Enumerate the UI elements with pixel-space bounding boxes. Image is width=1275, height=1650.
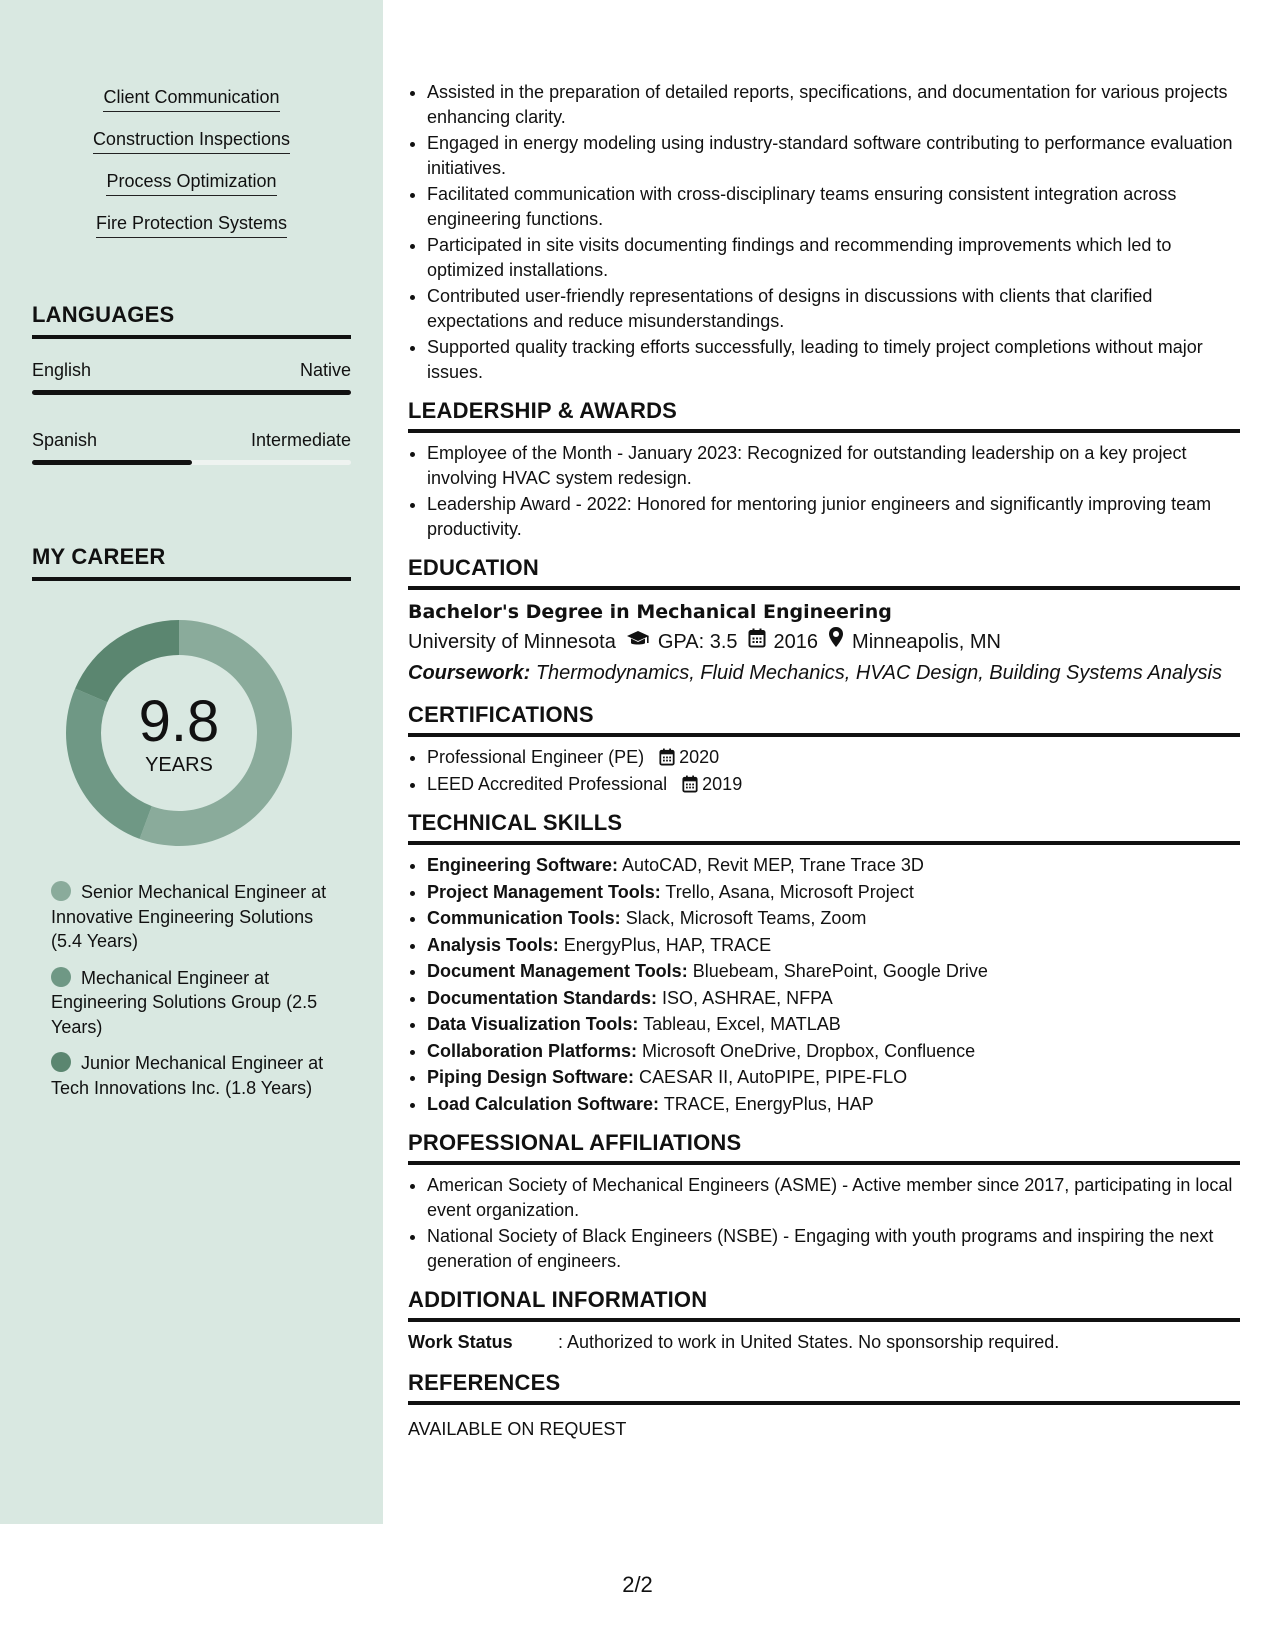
certification-name: LEED Accredited Professional xyxy=(427,773,668,794)
calendar-icon xyxy=(649,747,679,767)
references-heading: REFERENCES xyxy=(408,1370,1240,1405)
skill-value: Trello, Asana, Microsoft Project xyxy=(665,881,914,902)
certifications-list xyxy=(408,745,1240,796)
career-item xyxy=(51,1051,341,1100)
language-bar-fill xyxy=(32,460,192,465)
skill-label: Document Management Tools: xyxy=(427,961,688,981)
skill-value: Bluebeam, SharePoint, Google Drive xyxy=(692,961,988,981)
skill-value: Tableau, Excel, MATLAB xyxy=(643,1014,841,1034)
education-degree: Bachelor's Degree in Mechanical Engineering xyxy=(408,601,892,623)
list-item xyxy=(427,1039,1240,1064)
skill-value: CAESAR II, AutoPIPE, PIPE-FLO xyxy=(639,1067,908,1087)
career-total-unit: YEARS xyxy=(145,754,213,776)
education-coursework xyxy=(408,658,1240,688)
graduation-cap-icon xyxy=(616,627,658,658)
calendar-icon xyxy=(672,774,702,794)
leadership-list xyxy=(408,441,1240,541)
skill-tag: Construction Inspections xyxy=(93,128,290,154)
language-spanish xyxy=(32,429,351,465)
language-english xyxy=(32,359,351,395)
career-list xyxy=(51,880,341,1112)
list-item: • Participated in site visits documenting findings and recommending improvements which led to optimized installations. xyxy=(427,233,1240,282)
list-item xyxy=(427,959,1240,984)
career-heading: MY CAREER xyxy=(32,544,351,581)
list-item: • National Society of Black Engineers (NSBE) - Engaging with youth programs and inspiring the next generation of engineers. xyxy=(427,1224,1240,1273)
work-status-value: : Authorized to work in United States. No sponsorship required. xyxy=(558,1332,1060,1352)
list-item xyxy=(427,853,1240,878)
calendar-icon xyxy=(738,627,774,658)
education-heading: EDUCATION xyxy=(408,555,1240,590)
skill-label: Documentation Standards: xyxy=(427,987,658,1008)
experience-bullets xyxy=(408,80,1240,384)
skill-value: Microsoft OneDrive, Dropbox, Confluence xyxy=(642,1040,976,1061)
skill-label: Collaboration Platforms: xyxy=(427,1040,638,1061)
list-item xyxy=(427,986,1240,1011)
career-total-number: 9.8 xyxy=(138,689,220,754)
language-name: Spanish xyxy=(32,430,98,450)
technical-skills-heading: TECHNICAL SKILLS xyxy=(408,810,1240,845)
language-bar-fill xyxy=(32,390,351,395)
affiliations-heading: PROFESSIONAL AFFILIATIONS xyxy=(408,1130,1240,1165)
education-gpa: GPA: 3.5 xyxy=(657,630,738,653)
skill-tag: Client Communication xyxy=(103,86,279,112)
skill-value: ISO, ASHRAE, NFPA xyxy=(662,987,833,1008)
skill-tag: Fire Protection Systems xyxy=(96,212,287,238)
work-status-label: Work Status xyxy=(408,1332,513,1352)
skill-label: Project Management Tools: xyxy=(427,881,661,902)
language-bar xyxy=(32,390,351,395)
education-year: 2016 xyxy=(773,630,819,653)
education-location: Minneapolis, MN xyxy=(852,630,1001,653)
list-item xyxy=(427,906,1240,931)
list-item: • Employee of the Month - January 2023: Recognized for outstanding leadership on a key project involving HVAC system redesign. xyxy=(427,441,1240,490)
map-pin-icon xyxy=(818,626,852,658)
certifications-heading: CERTIFICATIONS xyxy=(408,702,1240,737)
certification-year: 2020 xyxy=(679,747,720,767)
skill-label: Analysis Tools: xyxy=(427,934,559,955)
references-text: AVAILABLE ON REQUEST xyxy=(408,1419,627,1439)
sidebar xyxy=(0,0,383,1524)
career-text: Senior Mechanical Engineer at Innovative Engineering Solutions (5.4 Years) xyxy=(51,882,327,951)
skill-value: TRACE, EnergyPlus, HAP xyxy=(663,1093,874,1114)
career-total xyxy=(66,689,292,777)
affiliations-list xyxy=(408,1173,1240,1273)
coursework-text: Thermodynamics, Fluid Mechanics, HVAC Design, Building Systems Analysis xyxy=(535,662,1222,684)
work-status-row xyxy=(408,1330,1240,1354)
skill-tag: Process Optimization xyxy=(106,170,276,196)
certification-year: 2019 xyxy=(702,773,743,794)
career-dot xyxy=(51,1052,71,1072)
list-item xyxy=(427,1012,1240,1037)
list-item: • Contributed user-friendly representations of designs in discussions with clients that clarified expectations and reduce misunderstandings. xyxy=(427,284,1240,333)
list-item xyxy=(427,1065,1240,1090)
list-item: • Supported quality tracking efforts successfully, leading to timely project completions without major issues. xyxy=(427,335,1240,384)
career-dot xyxy=(51,881,71,901)
list-item xyxy=(427,880,1240,905)
career-item xyxy=(51,966,341,1040)
career-text: Mechanical Engineer at Engineering Solutions Group (2.5 Years) xyxy=(51,967,318,1037)
technical-skills-list xyxy=(408,853,1240,1116)
certification-name: Professional Engineer (PE) xyxy=(427,747,645,767)
list-item: • Engaged in energy modeling using industry-standard software contributing to performance evaluation initiatives. xyxy=(427,131,1240,180)
skill-label: Engineering Software: xyxy=(427,855,619,875)
list-item xyxy=(427,745,1240,770)
list-item xyxy=(427,933,1240,958)
skill-value: Slack, Microsoft Teams, Zoom xyxy=(625,908,867,928)
language-level: Native xyxy=(299,360,351,380)
page-number: 2/2 xyxy=(622,1572,653,1597)
list-item: • Leadership Award - 2022: Honored for mentoring junior engineers and significantly improving team productivity. xyxy=(427,492,1240,541)
languages-heading: LANGUAGES xyxy=(32,302,351,339)
additional-info-heading: ADDITIONAL INFORMATION xyxy=(408,1287,1240,1322)
language-name: English xyxy=(32,360,92,380)
skill-label: Piping Design Software: xyxy=(427,1067,635,1087)
education-school: University of Minnesota xyxy=(408,630,616,653)
list-item xyxy=(427,772,1240,797)
career-text: Junior Mechanical Engineer at Tech Innovations Inc. (1.8 Years) xyxy=(51,1053,324,1098)
list-item xyxy=(427,1092,1240,1117)
main-content xyxy=(408,80,1240,1441)
skill-value: EnergyPlus, HAP, TRACE xyxy=(563,934,772,955)
list-item: • Assisted in the preparation of detailed reports, specifications, and documentation for various projects enhancing clarity. xyxy=(427,80,1240,129)
list-item: • Facilitated communication with cross-disciplinary teams ensuring consistent integration across engineering functions. xyxy=(427,182,1240,231)
coursework-label: Coursework: xyxy=(408,662,531,684)
career-item xyxy=(51,880,341,954)
language-level: Intermediate xyxy=(250,430,351,450)
skills-list xyxy=(0,86,383,254)
language-bar xyxy=(32,460,351,465)
career-dot xyxy=(51,967,71,987)
list-item: • American Society of Mechanical Engineers (ASME) - Active member since 2017, participating in local event organization. xyxy=(427,1173,1240,1222)
skill-label: Data Visualization Tools: xyxy=(427,1014,639,1034)
skill-label: Load Calculation Software: xyxy=(427,1093,660,1114)
skill-label: Communication Tools: xyxy=(427,908,621,928)
education-meta xyxy=(408,626,1240,658)
skill-value: AutoCAD, Revit MEP, Trane Trace 3D xyxy=(622,855,924,875)
leadership-heading: LEADERSHIP & AWARDS xyxy=(408,398,1240,433)
